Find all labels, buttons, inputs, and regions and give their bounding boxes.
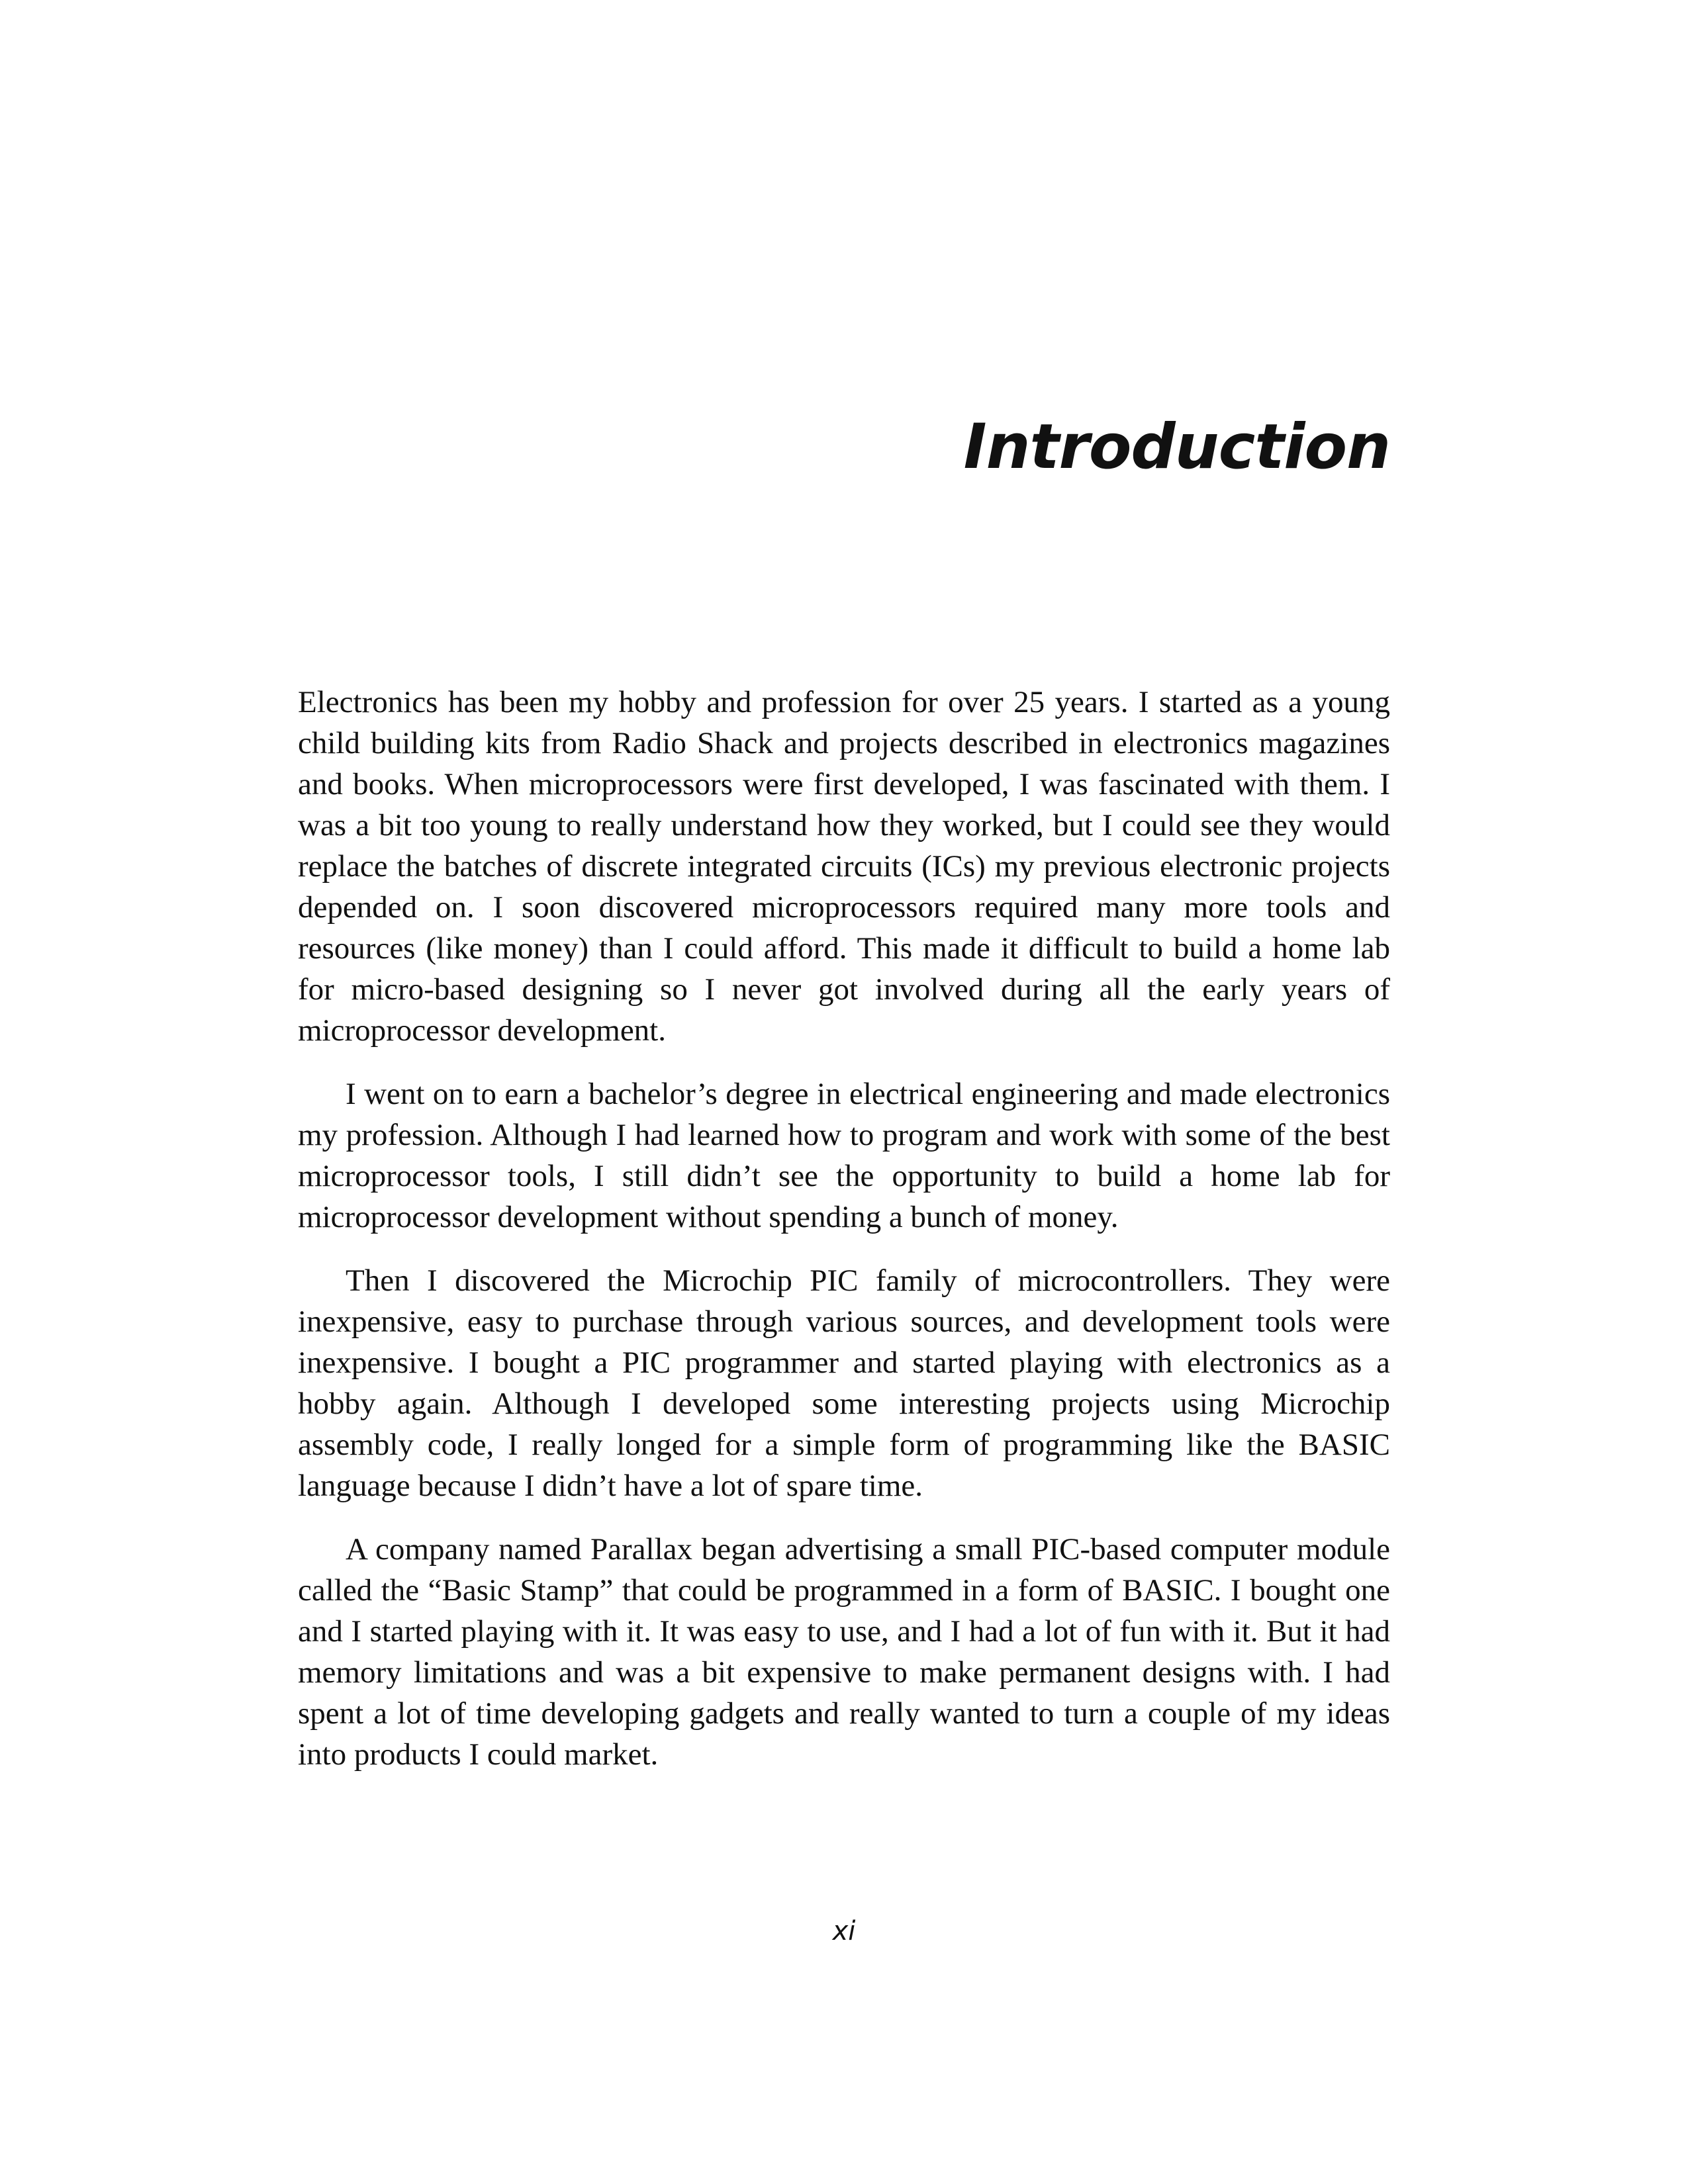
page-number: xi	[832, 1916, 856, 1946]
chapter-title: Introduction	[963, 411, 1390, 483]
paragraph: I went on to earn a bachelor’s degree in electrical engineering and made electronics my profession. Although I had learned how to program and work with some of the best microprocessor tools, I still didn’t see the opportunity to build a home lab for microprocessor development without spending a bunch of money.	[298, 1077, 1390, 1234]
paragraph: A company named Parallax began advertising a small PIC-based computer module called the “Basic Stamp” that could be programmed in a form of BASIC. I bought one and I started playing with it. It was easy to use, and I had a lot of fun with it. But it had memory limitations and was a bit expensive to make permanent designs with. I had spent a lot of time developing gadgets and really wanted to turn a couple of my ideas into products I could market.	[298, 1532, 1390, 1772]
body-text	[298, 682, 1390, 1797]
paragraph: Then I discovered the Microchip PIC family of microcontrollers. They were inexpensive, easy to purchase through various sources, and development tools were inexpensive. I bought a PIC programmer and started playing with electronics as a hobby again. Although I developed some interesting projects using Microchip assembly code, I really longed for a simple form of programming like the BASIC language because I didn’t have a lot of spare time.	[298, 1263, 1390, 1503]
paragraph: Electronics has been my hobby and profession for over 25 years. I started as a young child building kits from Radio Shack and projects described in electronics magazines and books. When microprocessors were first developed, I was fascinated with them. I was a bit too young to really understand how they worked, but I could see they would replace the batches of discrete integrated circuits (ICs) my previous electronic projects depended on. I soon discovered microprocessors required many more tools and resources (like money) than I could afford. This made it difficult to build a home lab for micro-based designing so I never got involved during all the early years of microprocessor development.	[298, 685, 1390, 1048]
